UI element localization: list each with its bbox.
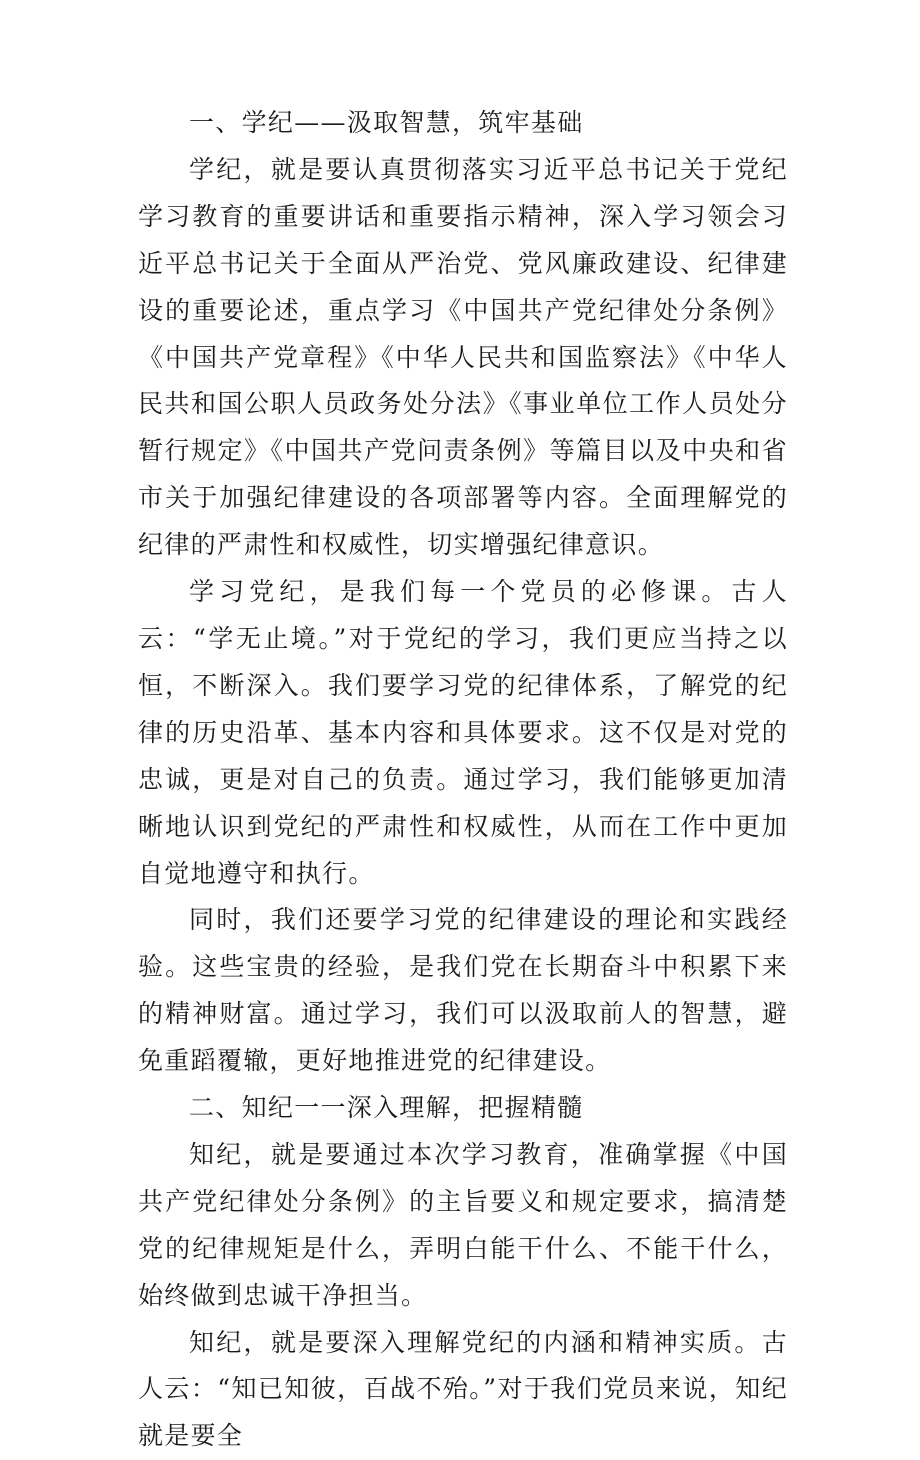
paragraph-2: 学习党纪，是我们每一个党员的必修课。古人云：“学无止境。”对于党纪的学习，我们更应当持之以恒，不断深入。我们要学习党的纪律体系，了解党的纪律的历史沿革、基本内容和具体要求。这不仅是对党的忠诚，更是对自己的负责。通过学习，我们能够更加清晰地认识到党纪的严肃性和权威性，从而在工作中更加自觉地遵守和执行。 <box>138 577 788 888</box>
document-body <box>138 100 788 1460</box>
section-heading-2: 二、知纪一一深入理解，把握精髓 <box>189 1093 584 1123</box>
paragraph-3: 同时，我们还要学习党的纪律建设的理论和实践经验。这些宝贵的经验，是我们党在长期奋斗中积累下来的精神财富。通过学习，我们可以汲取前人的智慧，避免重蹈覆辙，更好地推进党的纪律建设。 <box>138 905 788 1076</box>
paragraph-1: 学纪，就是要认真贯彻落实习近平总书记关于党纪学习教育的重要讲话和重要指示精神，深入学习领会习近平总书记关于全面从严治党、党风廉政建设、纪律建设的重要论述，重点学习《中国共产党纪律处分条例》《中国共产党章程》《中华人民共和国监察法》《中华人民共和国公职人员政务处分法》《事业单位工作人员处分暂行规定》《中国共产党问责条例》等篇目以及中央和省市关于加强纪律建设的各项部署等内容。全面理解党的纪律的严肃性和权威性，切实增强纪律意识。 <box>138 154 788 560</box>
section-heading-1: 一、学纪——汲取智慧，筑牢基础 <box>189 108 584 137</box>
paragraph-4: 知纪，就是要通过本次学习教育，准确掌握《中国共产党纪律处分条例》的主旨要义和规定要求，搞清楚党的纪律规矩是什么，弄明白能干什么、不能干什么，始终做到忠诚干净担当。 <box>138 1139 788 1310</box>
paragraph-5: 知纪，就是要深入理解党纪的内涵和精神实质。古人云：“知已知彼，百战不殆。”对于我们党员来说，知纪就是要全 <box>138 1327 788 1451</box>
